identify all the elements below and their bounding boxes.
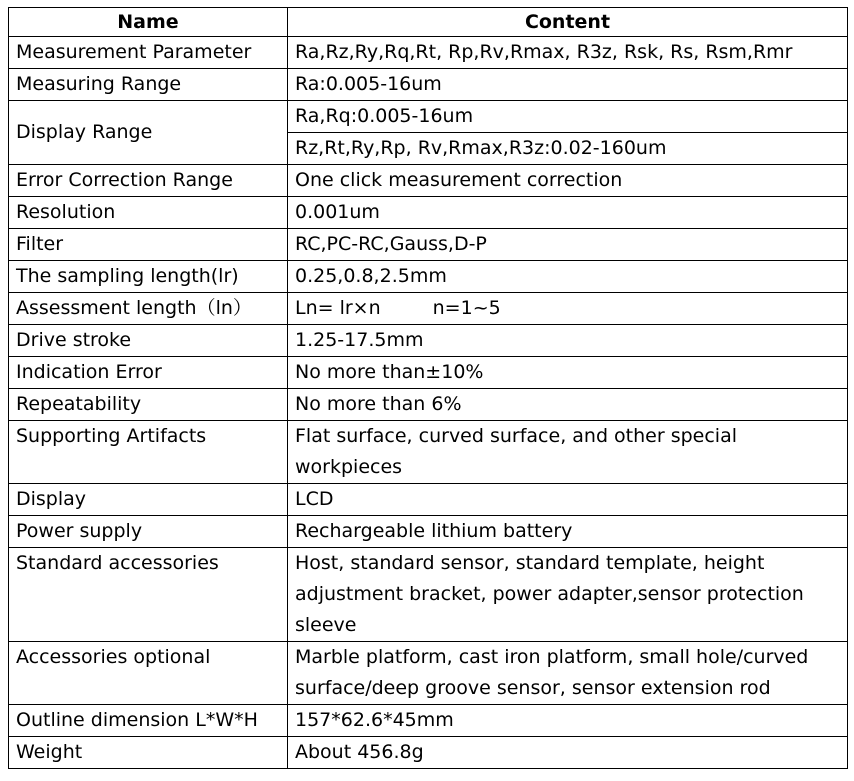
table-row xyxy=(9,484,848,516)
row-content-measuring-range: Ra:0.005-16um xyxy=(288,69,848,101)
table-row xyxy=(9,101,848,133)
row-content-standard-accessories: Host, standard sensor, standard template, height adjustment bracket, power adapter,sensor protection sleeve xyxy=(288,548,848,642)
table-row xyxy=(9,69,848,101)
row-content-outline-dimension: 157*62.6*45mm xyxy=(288,705,848,737)
content-column-header: Content xyxy=(288,8,848,37)
table-row xyxy=(9,421,848,484)
row-content-indication-error: No more than±10% xyxy=(288,357,848,389)
row-content-display-range-2: Rz,Rt,Ry,Rp, Rv,Rmax,R3z:0.02-160um xyxy=(288,133,848,165)
row-name-drive-stroke: Drive stroke xyxy=(9,325,288,357)
row-content-filter: RC,PC-RC,Gauss,D-P xyxy=(288,229,848,261)
table-row xyxy=(9,642,848,705)
table-row xyxy=(9,548,848,642)
row-content-assessment-length xyxy=(288,293,848,325)
table-row xyxy=(9,325,848,357)
table-row xyxy=(9,389,848,421)
table-row xyxy=(9,165,848,197)
row-name-power-supply: Power supply xyxy=(9,516,288,548)
row-content-power-supply: Rechargeable lithium battery xyxy=(288,516,848,548)
row-content-weight: About 456.8g xyxy=(288,737,848,769)
table-row xyxy=(9,261,848,293)
row-name-display-range: Display Range xyxy=(9,101,288,165)
row-name-display: Display xyxy=(9,484,288,516)
assessment-length-formula: Ln= lr×n xyxy=(295,297,381,319)
row-name-measurement-parameter: Measurement Parameter xyxy=(9,37,288,69)
row-name-sampling-length: The sampling length(lr) xyxy=(9,261,288,293)
row-name-filter: Filter xyxy=(9,229,288,261)
row-content-accessories-optional: Marble platform, cast iron platform, small hole/curved surface/deep groove sensor, sensor extension rod xyxy=(288,642,848,705)
name-column-header: Name xyxy=(9,8,288,37)
row-name-outline-dimension: Outline dimension L*W*H xyxy=(9,705,288,737)
table-row xyxy=(9,37,848,69)
header-row xyxy=(9,8,848,37)
row-content-sampling-length: 0.25,0.8,2.5mm xyxy=(288,261,848,293)
row-name-resolution: Resolution xyxy=(9,197,288,229)
row-name-assessment-length: Assessment length（ln） xyxy=(9,293,288,325)
row-content-supporting-artifacts: Flat surface, curved surface, and other special workpieces xyxy=(288,421,848,484)
table-row xyxy=(9,229,848,261)
table-row xyxy=(9,705,848,737)
specification-table xyxy=(8,7,848,769)
row-name-error-correction-range: Error Correction Range xyxy=(9,165,288,197)
row-name-repeatability: Repeatability xyxy=(9,389,288,421)
row-name-accessories-optional: Accessories optional xyxy=(9,642,288,705)
row-name-indication-error: Indication Error xyxy=(9,357,288,389)
row-content-resolution: 0.001um xyxy=(288,197,848,229)
row-name-standard-accessories: Standard accessories xyxy=(9,548,288,642)
row-content-display-range-1: Ra,Rq:0.005-16um xyxy=(288,101,848,133)
table-row xyxy=(9,357,848,389)
row-content-display: LCD xyxy=(288,484,848,516)
table-row xyxy=(9,293,848,325)
row-name-measuring-range: Measuring Range xyxy=(9,69,288,101)
row-name-supporting-artifacts: Supporting Artifacts xyxy=(9,421,288,484)
assessment-length-n-range: n=1~5 xyxy=(432,297,501,319)
row-content-measurement-parameter: Ra,Rz,Ry,Rq,Rt, Rp,Rv,Rmax, R3z, Rsk, Rs, Rsm,Rmr xyxy=(288,37,848,69)
row-name-weight: Weight xyxy=(9,737,288,769)
row-content-error-correction-range: One click measurement correction xyxy=(288,165,848,197)
table-row xyxy=(9,737,848,769)
table-row xyxy=(9,516,848,548)
row-content-drive-stroke: 1.25-17.5mm xyxy=(288,325,848,357)
row-content-repeatability: No more than 6% xyxy=(288,389,848,421)
table-row xyxy=(9,197,848,229)
